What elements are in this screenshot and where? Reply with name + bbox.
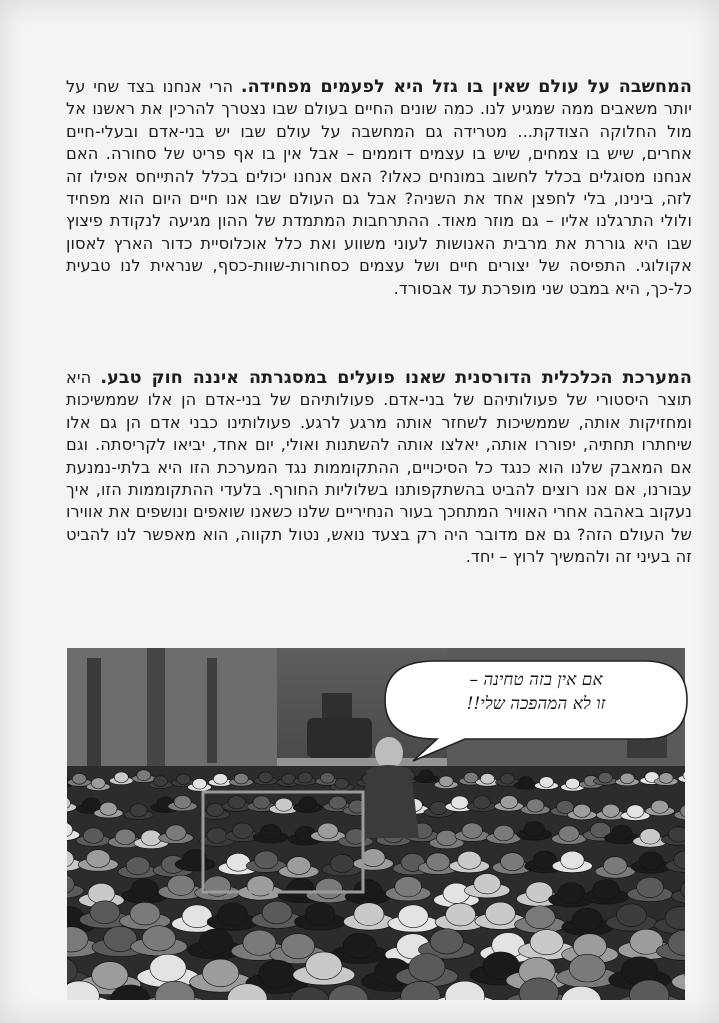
- hat-crown: [480, 773, 494, 784]
- hat-crown: [598, 772, 612, 783]
- hat-crown: [419, 770, 433, 781]
- paragraph-2-lead: המערכת הכלכלית הדורסנית שאנו פועלים במסגרתה איננה חוק טבע.: [100, 368, 692, 388]
- hat-crown: [86, 850, 110, 868]
- hat-crown: [436, 830, 456, 846]
- hat-crown: [260, 824, 280, 840]
- hat-crown: [603, 857, 627, 875]
- hat-crown: [593, 880, 620, 900]
- hat-crown: [426, 853, 450, 871]
- hat-crown: [398, 905, 428, 928]
- hat-crown: [90, 901, 120, 924]
- hat-crown: [430, 802, 447, 815]
- hat-crown: [233, 823, 253, 839]
- hat-crown: [115, 829, 135, 845]
- hat-crown: [451, 796, 468, 809]
- hat-crown: [166, 825, 186, 841]
- hat-crown: [527, 799, 544, 812]
- hat-crown: [282, 774, 296, 785]
- hat-crown: [131, 879, 158, 899]
- hat-crown: [485, 902, 515, 925]
- hat-crown: [193, 778, 207, 789]
- hat-crown: [473, 796, 490, 809]
- hat-crown: [361, 849, 385, 867]
- hat-crown: [430, 929, 463, 954]
- speech-bubble-text: [400, 668, 672, 716]
- hat-crown: [637, 877, 664, 897]
- paragraph-2: [66, 367, 692, 569]
- hat-crown: [659, 773, 673, 784]
- hat-crown: [234, 773, 248, 784]
- hat-crown: [305, 903, 335, 926]
- hat-crown: [525, 906, 555, 929]
- hat-crown: [409, 954, 445, 982]
- hat-crown: [330, 854, 354, 872]
- hat-crown: [130, 804, 147, 817]
- hat-crown: [559, 826, 579, 842]
- hat-crown: [395, 877, 422, 897]
- hat-crown: [318, 823, 338, 839]
- speech-bubble-line-1: אם אין בזה טחינה –: [469, 670, 603, 690]
- hat-crown: [616, 904, 646, 927]
- hat-crown: [228, 796, 245, 809]
- hat-crown: [439, 776, 453, 787]
- hat-crown: [462, 823, 482, 839]
- hat-crown: [92, 962, 128, 990]
- hat-crown: [668, 827, 685, 843]
- hat-crown: [130, 902, 160, 925]
- hat-crown: [299, 797, 316, 810]
- speech-bubble-line-2: זו לא המהפכה שלי!!: [466, 694, 606, 714]
- hat-crown: [100, 802, 117, 815]
- hat-crown: [620, 773, 634, 784]
- hat-crown: [335, 778, 349, 789]
- hat-crown: [174, 795, 191, 808]
- hat-crown: [114, 772, 128, 783]
- hat-crown: [83, 828, 103, 844]
- paragraph-2-body: היא תוצר היסטורי של פעולותיהם של בני-אדם. פעולותיהם של בני-אדם הן אלו שממשיכות ומחזיקות אותה, שממשיכות לשחזר אותה מרגע לרגע. פעולותינו כבני אדם הן גם אלו שיחתרו תחתיה, יפוררו אותה, יאלצו אותה להשתנות ואולי, יום אחד, יביאו לקריסתה. וגם אם המאבק שלנו הוא כנגד כל הסיכויים, ההתקוממות נגד המערכת הזו היא בלתי-נמנעת עבורנו, אם אנו רוצים להביט בהשתקפותנו בשלוליות החורף. בלעדי ההתקוממות הזו, איך נעקוב באהבה אחרי האוויר המתחכך בעור הנחיריים שלנו כשאנו שואפים ונושפים את אווירו של העולם הזה? גם אם מדובר היה רק בצעד נואש, נטול תקווה, הוא מאפשר לנו להביט זה בעיני זה ולהמשיך לרוץ – יחד.: [66, 368, 692, 567]
- hat-crown: [320, 773, 334, 784]
- paragraph-1-body: הרי אנחנו בצד שחי על יותר משאבים ממה שמגיע לנו. כמה שונים החיים בעולם שבו נצטרך להרכין את ראשנו אל מול החלוקה הצודקת... מטרידה גם המחשבה על עולם שבו יש בני-אדם ובעלי-חיים אחרים, שיש בו צמחים, שיש בו עצמים דוממים – אבל אין בו אף פריט של סחורה. האם אנחנו מסוגלים בכלל לחשוב במונחים כאלו? האם אנחנו יכולים בכלל להתייחס אפילו זה לזה, בינינו, בלי לחפצן אחד את השניה? אבל גם העולם שבו אנו חיים היום הוא מפחיד ולולי התרגלנו אליו – גם מוזר מאוד. ההתרחבות המתמדת של ההון מגיעה לנקודת פיצוץ שבו היא גוררת את מרבית האנושות לעוני משווע ואת כלל אוכלוסיית כדור הארץ לאסון אקולוגי. התפיסה של יצורים חיים ושל עצמים כסחורות-שוות-כסף, שנראית לנו טבעית כל-כך, היא במבט שני מופרכת עד אבסורד.: [66, 77, 692, 298]
- hat-crown: [168, 875, 195, 895]
- hat-crown: [137, 770, 151, 781]
- hat-crown: [306, 952, 342, 980]
- hat-crown: [524, 822, 544, 838]
- hat-crown: [83, 798, 100, 811]
- hat-crown: [150, 954, 186, 982]
- hat-crown: [539, 777, 553, 788]
- hat-crown: [558, 883, 585, 903]
- hat-crown: [458, 851, 482, 869]
- hat-crown: [569, 954, 605, 982]
- hat-crown: [519, 777, 533, 788]
- hat-crown: [227, 853, 251, 871]
- hat-crown: [572, 908, 602, 931]
- hat-crown: [612, 825, 632, 841]
- hat-crown: [177, 774, 191, 785]
- hat-crown: [91, 778, 105, 789]
- hat-crown: [153, 776, 167, 787]
- paragraph-1: [66, 76, 692, 300]
- hat-crown: [254, 851, 278, 869]
- hat-crown: [627, 805, 644, 818]
- hat-crown: [561, 851, 585, 869]
- hat-crown: [259, 772, 273, 783]
- hat-crown: [126, 857, 150, 875]
- hat-crown: [262, 901, 292, 924]
- hat-crown: [474, 874, 501, 894]
- hat-crown: [207, 804, 224, 817]
- hat-crown: [213, 774, 227, 785]
- hat-crown: [287, 857, 311, 875]
- hat-crown: [88, 883, 115, 903]
- hat-crown: [500, 795, 517, 808]
- hat-crown: [275, 798, 292, 811]
- hat-crown: [494, 825, 514, 841]
- hat-crown: [566, 778, 580, 789]
- hat-crown: [501, 853, 525, 871]
- paragraph-1-lead: המחשבה על עולם שאין בו גזל היא לפעמים מפחידה.: [240, 77, 692, 97]
- hat-crown: [316, 878, 343, 898]
- hat-crown: [446, 903, 476, 926]
- hat-crown: [573, 804, 590, 817]
- hat-crown: [640, 829, 660, 845]
- hat-crown: [142, 926, 175, 951]
- hat-crown: [530, 930, 563, 955]
- hat-crown: [207, 828, 227, 844]
- hat-crown: [602, 804, 619, 817]
- hat-crown: [500, 773, 514, 784]
- hat-crown: [354, 903, 384, 926]
- hat-crown: [199, 929, 232, 954]
- hat-crown: [218, 903, 248, 926]
- hat-crown: [253, 796, 270, 809]
- hat-crown: [72, 774, 86, 785]
- hat-crown: [259, 960, 295, 988]
- hat-crown: [651, 800, 668, 813]
- hat-crown: [355, 880, 382, 900]
- hat-crown: [343, 933, 376, 958]
- hat-crown: [329, 796, 346, 809]
- hat-crown: [298, 772, 312, 783]
- hat-crown: [281, 934, 314, 959]
- hat-crown: [202, 959, 238, 987]
- hat-crown: [639, 852, 663, 870]
